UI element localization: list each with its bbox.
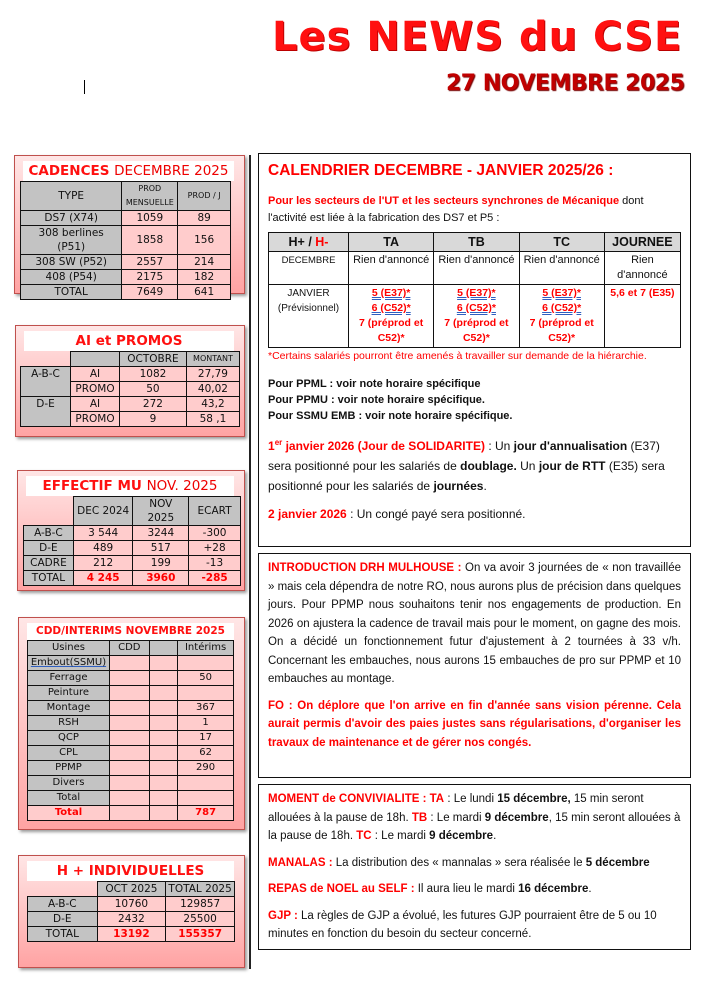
seg: (E37) sera positionné pour les salariés de xyxy=(268,439,660,473)
newsletter-title: Les NEWS du CSE xyxy=(272,14,683,60)
row-label: CPL xyxy=(28,746,110,761)
cell: 7 (préprod et C52)* xyxy=(359,317,424,344)
col-header: DEC 2024 xyxy=(73,497,133,526)
table-row xyxy=(28,701,234,716)
text-cursor xyxy=(84,80,85,94)
table-row xyxy=(28,656,234,671)
h-plus-table xyxy=(27,881,235,942)
seg: , 15 min seront allouées à la pause de 18h. xyxy=(268,811,681,842)
cell: Rien d'annoncé xyxy=(349,252,434,285)
cell: 5 (E37)* xyxy=(542,287,581,299)
cell xyxy=(109,656,149,671)
footnote: *Certains salariés pourront être amenés à travailler sur demande de la hiérarchie. xyxy=(268,350,647,362)
cadences-box xyxy=(14,155,245,298)
calendar-table xyxy=(268,232,681,348)
cell: 7 (préprod et C52)* xyxy=(529,317,594,344)
cell: 5 (E37)* xyxy=(371,287,411,299)
right-column xyxy=(258,153,691,950)
cell: 6 (C52)* xyxy=(456,302,496,314)
effectif-table xyxy=(23,496,241,586)
effectif-box xyxy=(17,470,245,591)
conge-paragraph xyxy=(268,505,681,524)
cell xyxy=(149,806,178,821)
cell: 25500 xyxy=(166,912,235,927)
seg: 9 décembre xyxy=(484,811,549,824)
cell: 5 (E37)* xyxy=(457,287,496,299)
gjp-paragraph xyxy=(268,907,681,944)
cadences-title-rest: DECEMBRE 2025 xyxy=(114,163,229,179)
cell xyxy=(109,791,149,806)
cell: 214 xyxy=(178,255,231,270)
cell: Rien d'annoncé xyxy=(604,252,680,285)
col-header: TOTAL 2025 xyxy=(166,882,235,897)
col-ta: TA xyxy=(349,233,434,252)
row-label: D-E xyxy=(28,912,98,927)
col-header xyxy=(149,641,178,656)
cell: 7649 xyxy=(122,285,178,300)
corner-hplus: H+ / xyxy=(288,234,316,249)
col-journee: JOURNEE xyxy=(604,233,680,252)
cell xyxy=(109,686,149,701)
cell: -285 xyxy=(189,571,241,586)
seg: 9 décembre xyxy=(429,830,494,842)
cell: 290 xyxy=(178,761,234,776)
table-row xyxy=(28,806,234,821)
row-label: A-B-C xyxy=(28,897,98,912)
cell: 1858 xyxy=(122,226,178,255)
cell xyxy=(149,791,178,806)
cadences-title xyxy=(23,161,234,181)
cell: 62 xyxy=(178,746,234,761)
cell: 641 xyxy=(178,285,231,300)
cell: 6 (C52)* xyxy=(371,302,411,314)
cell xyxy=(149,716,178,731)
table-row xyxy=(21,285,231,300)
header-row xyxy=(28,641,234,656)
seg: 16 décembre xyxy=(518,883,589,895)
seg: La distribution des « mannalas » sera réalisée le xyxy=(332,856,586,869)
cell: 129857 xyxy=(166,897,235,912)
cell: 27,79 xyxy=(186,367,239,382)
table-row xyxy=(24,526,241,541)
newsletter-date: 27 NOVEMBRE 2025 xyxy=(446,71,685,96)
cell: 367 xyxy=(178,701,234,716)
infos-section xyxy=(258,784,691,950)
row-label: TOTAL xyxy=(24,571,74,586)
col-tc: TC xyxy=(519,233,604,252)
solidarite-paragraph xyxy=(268,433,681,496)
seg: doublage. xyxy=(460,459,517,473)
seg: . xyxy=(483,479,487,493)
seg: : Le lundi xyxy=(444,793,498,805)
row-label: QCP xyxy=(28,731,110,746)
seg: 15 décembre, xyxy=(497,793,571,805)
seg: . xyxy=(493,830,497,842)
col-header: PROD MENSUELLE xyxy=(122,182,178,211)
table-row xyxy=(269,285,681,348)
fo-paragraph: FO : On déplore que l'on arrive en fin d'année sans vision pérenne. Cela aurait permis d'avoir des paies justes sans régularisations, d'organiser les travaux de maintenance et de gérer nos congés. xyxy=(268,699,681,749)
cell xyxy=(178,656,234,671)
seg: GJP : xyxy=(268,909,298,922)
intro-highlight: Pour les secteurs de l'UT et les secteurs synchrones de Mécanique xyxy=(268,195,620,207)
corner-hminus: H- xyxy=(315,234,329,249)
ai-promos-table xyxy=(20,351,240,427)
table-row xyxy=(28,912,235,927)
cell: -300 xyxy=(189,526,241,541)
cell: 1 xyxy=(178,716,234,731)
table-row xyxy=(24,556,241,571)
cell: AI xyxy=(71,397,120,412)
row-label: Peinture xyxy=(28,686,110,701)
table-row xyxy=(28,776,234,791)
drh-section xyxy=(258,553,691,778)
intro-text: dont l'activité est liée à la fabrication des DS7 et P5 : xyxy=(268,195,644,224)
cell: 9 xyxy=(120,412,187,427)
seg: janvier 2026 (Jour de SOLIDARITE) xyxy=(282,439,485,453)
cell: 3 544 xyxy=(73,526,133,541)
col-header: PROD / J xyxy=(178,182,231,211)
cell: 5,6 et 7 (E35) xyxy=(604,285,680,348)
cell xyxy=(178,776,234,791)
cadences-title-red: CADENCES xyxy=(28,163,110,179)
cell: 2557 xyxy=(122,255,178,270)
row-label: 408 (P54) xyxy=(21,270,122,285)
table-row xyxy=(28,731,234,746)
table-row xyxy=(24,571,241,586)
table-row xyxy=(28,761,234,776)
table-row xyxy=(28,791,234,806)
cell xyxy=(109,761,149,776)
col-header: TYPE xyxy=(21,182,122,211)
seg: 15 min seront allouées à la pause de 18h. xyxy=(268,793,644,824)
row-label: PPMP xyxy=(28,761,110,776)
cell: 2432 xyxy=(97,912,166,927)
seg: Il aura lieu le mardi xyxy=(414,883,519,895)
row-label: Ferrage xyxy=(28,671,110,686)
col-header: CDD xyxy=(109,641,149,656)
drh-title: INTRODUCTION DRH MULHOUSE : xyxy=(268,562,462,574)
row-label: A-B-C xyxy=(24,526,74,541)
cell: 43,2 xyxy=(186,397,239,412)
cdd-interims-box xyxy=(18,617,245,830)
group-label: A-B-C xyxy=(21,367,71,397)
cdd-interims-title: CDD/INTERIMS NOVEMBRE 2025 xyxy=(27,623,234,640)
cell xyxy=(178,791,234,806)
cell: 10760 xyxy=(97,897,166,912)
row-sublabel: (Prévisionnel) xyxy=(277,303,340,314)
cell: PROMO xyxy=(71,382,120,397)
cell: AI xyxy=(71,367,120,382)
seg: jour de RTT xyxy=(538,459,606,473)
col-tb: TB xyxy=(434,233,519,252)
ppml-note: Pour PPML : voir note horaire spécifique xyxy=(268,378,481,390)
cell xyxy=(109,716,149,731)
cell: -13 xyxy=(189,556,241,571)
cell: Rien d'annoncé xyxy=(519,252,604,285)
row-label: DS7 (X74) xyxy=(21,211,122,226)
ssmu-note: Pour SSMU EMB : voir note horaire spécifique. xyxy=(268,410,513,422)
repas-paragraph xyxy=(268,880,681,899)
cadences-table xyxy=(20,181,231,300)
seg: La règles de GJP a évolué, les futures GJP pourraient être de 5 ou 10 minutes en fonction du besoin du secteur concerné. xyxy=(268,909,657,940)
column-divider xyxy=(249,155,251,969)
row-label: Embout(SSMU) xyxy=(28,656,110,671)
seg: MANALAS : xyxy=(268,856,333,869)
cell: 50 xyxy=(120,382,187,397)
col-header: MONTANT xyxy=(186,352,239,367)
cdd-interims-table xyxy=(27,640,234,821)
ai-promos-title: AI et PROMOS xyxy=(24,331,234,351)
cell xyxy=(109,671,149,686)
row-label: TOTAL xyxy=(21,285,122,300)
effectif-title-rest: NOV. 2025 xyxy=(146,478,218,494)
cell xyxy=(178,686,234,701)
manalas-paragraph xyxy=(268,854,681,873)
cell xyxy=(109,806,149,821)
table-row xyxy=(21,367,240,382)
cell: 2175 xyxy=(122,270,178,285)
row-label: D-E xyxy=(24,541,74,556)
ai-promos-box xyxy=(15,325,245,437)
seg: journées xyxy=(433,479,484,493)
cell: 489 xyxy=(73,541,133,556)
row-label: Total xyxy=(28,791,110,806)
cell xyxy=(149,731,178,746)
seg: jour d'annualisation xyxy=(513,439,628,453)
cell: 212 xyxy=(73,556,133,571)
row-label: CADRE xyxy=(24,556,74,571)
seg: : Le mardi xyxy=(427,811,485,824)
col-header: NOV 2025 xyxy=(133,497,189,526)
cell: 7 (préprod et C52)* xyxy=(444,317,509,344)
table-row xyxy=(269,252,681,285)
seg: : Le mardi xyxy=(371,830,430,842)
col-header: OCTOBRE xyxy=(120,352,187,367)
table-row xyxy=(28,686,234,701)
table-row xyxy=(28,671,234,686)
effectif-title xyxy=(26,476,234,496)
header-row xyxy=(21,182,231,211)
col-header: OCT 2025 xyxy=(97,882,166,897)
table-row xyxy=(28,897,235,912)
drh-paragraph xyxy=(268,559,681,689)
header-row xyxy=(28,882,235,897)
row-label: RSH xyxy=(28,716,110,731)
calendrier-section xyxy=(258,153,691,547)
cell: 3244 xyxy=(133,526,189,541)
seg: 5 décembre xyxy=(585,856,650,869)
table-row xyxy=(21,255,231,270)
cell xyxy=(149,671,178,686)
h-plus-title: H + INDIVIDUELLES xyxy=(27,861,234,881)
row-label-decembre: DECEMBRE xyxy=(269,252,349,285)
col-header xyxy=(28,882,98,897)
row-label: Divers xyxy=(28,776,110,791)
table-row xyxy=(21,397,240,412)
cell: 199 xyxy=(133,556,189,571)
cell: 17 xyxy=(178,731,234,746)
cell: 40,02 xyxy=(186,382,239,397)
cell xyxy=(109,701,149,716)
seg: 2 janvier 2026 xyxy=(268,507,347,521)
seg: MOMENT de CONVIVIALITE : TA xyxy=(268,793,445,805)
cell xyxy=(109,776,149,791)
effectif-title-red: EFFECTIF MU xyxy=(42,478,142,494)
row-label: 308 berlines (P51) xyxy=(21,226,122,255)
cell: 1082 xyxy=(120,367,187,382)
cell: 58 ,1 xyxy=(186,412,239,427)
seg: (E35) sera positionné pour les salariés de xyxy=(268,459,665,493)
cell: 6 (C52)* xyxy=(542,302,582,314)
cell: PROMO xyxy=(71,412,120,427)
cell: 272 xyxy=(120,397,187,412)
cell: 182 xyxy=(178,270,231,285)
cell: 517 xyxy=(133,541,189,556)
col-header: ECART xyxy=(189,497,241,526)
cell: 13192 xyxy=(97,927,166,942)
table-row xyxy=(24,541,241,556)
table-row xyxy=(28,746,234,761)
table-row xyxy=(21,226,231,255)
cell: Rien d'annoncé xyxy=(434,252,519,285)
cell: 155357 xyxy=(166,927,235,942)
table-row xyxy=(28,716,234,731)
cell xyxy=(149,776,178,791)
cell xyxy=(149,761,178,776)
cell xyxy=(109,746,149,761)
row-label-janvier: JANVIER xyxy=(287,288,330,299)
cell: 4 245 xyxy=(73,571,133,586)
seg: er xyxy=(274,438,283,447)
seg: : Un xyxy=(484,439,514,453)
seg: Un xyxy=(516,459,539,473)
row-label: TOTAL xyxy=(28,927,98,942)
table-row xyxy=(21,270,231,285)
cell xyxy=(149,746,178,761)
seg: TB xyxy=(411,811,428,824)
seg: . xyxy=(588,883,592,895)
seg: TC xyxy=(356,830,372,842)
cell: 89 xyxy=(178,211,231,226)
seg: 1 xyxy=(268,439,275,453)
drh-text: On va avoir 3 journées de « non travaillée » mais cela dépendra de notre RO, nous aurons plus de précision dans quelques jours. Pour PPMP nous souhaitons tenir nos engagements de production. En 2026 on ajustera la cadence de travail mais pour le moment, on gagne des mois. On a décidé un fonctionnement futur d'ajustement à 2 tournées à 33 v/h. Concernant les embauches, nous aurons 15 embauches de pro sur PPMP et 10 embauches au montage. xyxy=(268,562,681,685)
seg: : Un congé payé sera positionné. xyxy=(346,507,526,521)
cell xyxy=(149,701,178,716)
group-label: D-E xyxy=(21,397,71,427)
col-header xyxy=(24,497,74,526)
moment-paragraph xyxy=(268,790,681,846)
ppmu-note: Pour PPMU : voir note horaire spécifique. xyxy=(268,394,485,406)
cell: 3960 xyxy=(133,571,189,586)
seg: REPAS de NOEL au SELF : xyxy=(268,883,415,895)
cell: 156 xyxy=(178,226,231,255)
cell: 1059 xyxy=(122,211,178,226)
row-label: 308 SW (P52) xyxy=(21,255,122,270)
cell: 50 xyxy=(178,671,234,686)
cell xyxy=(109,731,149,746)
cell: +28 xyxy=(189,541,241,556)
calendrier-title: CALENDRIER DECEMBRE - JANVIER 2025/26 : xyxy=(268,162,614,179)
col-header: Usines xyxy=(28,641,110,656)
h-plus-box xyxy=(18,855,245,968)
row-label: Total xyxy=(28,806,110,821)
cell xyxy=(149,656,178,671)
table-row xyxy=(21,211,231,226)
col-header: Intérims xyxy=(178,641,234,656)
cell xyxy=(149,686,178,701)
cell: 787 xyxy=(178,806,234,821)
row-label: Montage xyxy=(28,701,110,716)
header-row xyxy=(24,497,241,526)
table-row xyxy=(28,927,235,942)
